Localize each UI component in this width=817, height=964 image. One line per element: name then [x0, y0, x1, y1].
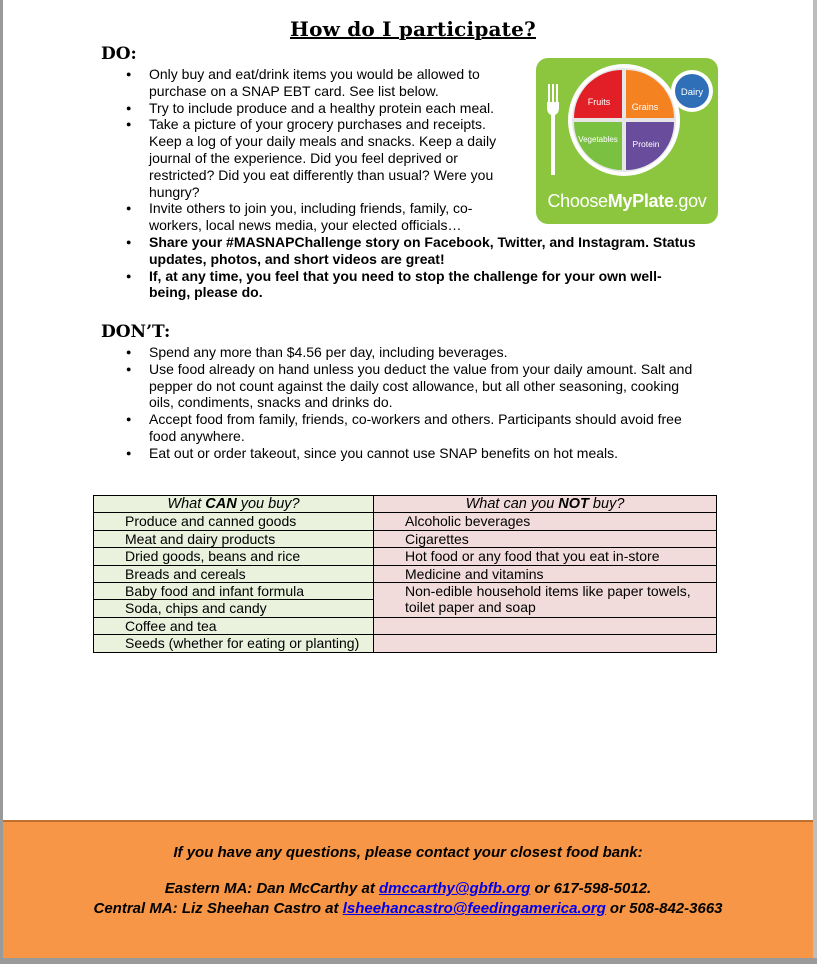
- fruits-section: [574, 70, 622, 118]
- not-cell: Cigarettes: [374, 530, 717, 547]
- list-item-text: journal of the experience. Did you feel deprived or: [149, 149, 458, 166]
- list-item: [103, 344, 743, 361]
- list-item-text: Spend any more than $4.56 per day, including beverages.: [149, 344, 508, 360]
- not-cell: [374, 617, 717, 634]
- central-contact: Central MA: Liz Sheehan Castro at lsheehancastro@feedingamerica.org or 508-842-3663: [93, 900, 723, 917]
- table-row: [94, 617, 717, 634]
- page-edge: [813, 0, 817, 964]
- bullet-icon: ●: [126, 236, 132, 247]
- not-cell: Hot food or any food that you eat in-store: [374, 548, 717, 565]
- list-item-text: being, please do.: [149, 284, 263, 301]
- table-row: [94, 565, 717, 582]
- do-heading: DO:: [101, 44, 137, 64]
- myplate-caption: ChooseMyPlate.gov: [547, 191, 707, 211]
- list-item-text: pepper do not count against the daily cost allowance, but all other seasoning, cooking: [149, 377, 680, 394]
- list-item-text: food anywhere.: [149, 427, 245, 444]
- can-cell: Breads and cereals: [94, 565, 374, 582]
- list-item: [103, 361, 743, 411]
- can-cell: Seeds (whether for eating or planting): [94, 635, 374, 652]
- can-header: What CAN you buy?: [94, 496, 374, 513]
- list-item-text: If, at any time, you feel that you need to stop the challenge for your own well-: [149, 267, 662, 284]
- can-cell: Dried goods, beans and rice: [94, 548, 374, 565]
- list-item-text: Accept food from family, friends, co-workers and others. Participants should avoid free: [149, 411, 682, 428]
- eastern-contact: Eastern MA: Dan McCarthy at dmccarthy@gbfb.org or 617-598-5012.: [164, 880, 652, 897]
- not-cell: Medicine and vitamins: [374, 565, 717, 582]
- food-table: [93, 495, 717, 653]
- table-row: [94, 513, 717, 530]
- list-item-text: Invite others to join you, including friends, family, co-: [149, 200, 473, 217]
- vegetables-section: [574, 122, 622, 170]
- footer-question: If you have any questions, please contact your closest food bank:: [173, 844, 643, 861]
- list-item-text: Take a picture of your grocery purchases and receipts.: [149, 116, 486, 133]
- list-item: [103, 445, 743, 462]
- protein-label: Protein: [632, 139, 660, 149]
- bullet-icon: ●: [126, 414, 132, 425]
- bullet-icon: ●: [126, 119, 132, 130]
- dont-heading: DON’T:: [101, 322, 171, 342]
- eastern-email-link[interactable]: dmccarthy@gbfb.org: [378, 880, 531, 897]
- bullet-icon: ●: [126, 270, 132, 281]
- not-header: What can you NOT buy?: [374, 496, 717, 513]
- bullet-icon: ●: [126, 447, 132, 458]
- can-cell: Coffee and tea: [94, 617, 374, 634]
- table-row: [94, 530, 717, 547]
- list-item-text: Keep a log of your daily meals and snacks. Keep a daily: [149, 133, 497, 150]
- table-row: [94, 548, 717, 565]
- list-item-text: purchase on a SNAP EBT card. See list below.: [149, 82, 439, 99]
- can-cell: Produce and canned goods: [94, 513, 374, 530]
- bullet-icon: ●: [126, 347, 132, 357]
- list-item-text: Only buy and eat/drink items you would be allowed to: [149, 66, 480, 82]
- fork-icon: [547, 84, 559, 175]
- fruits-label: Fruits: [587, 97, 611, 107]
- list-item-text: hungry?: [149, 183, 200, 200]
- list-item-text: Eat out or order takeout, since you cannot use SNAP benefits on hot meals.: [149, 444, 619, 461]
- table-row: [94, 582, 717, 599]
- list-item: [103, 234, 743, 268]
- not-cell: Non-edible household items like paper towels, toilet paper and soap: [374, 582, 717, 617]
- can-cell: Baby food and infant formula: [94, 582, 374, 599]
- table-row: [94, 635, 717, 652]
- bullet-icon: ●: [126, 69, 132, 79]
- vegetables-label: Vegetables: [578, 135, 618, 144]
- list-item: [103, 411, 743, 445]
- list-item-text: restricted? Did you eat differently than usual? Were you: [149, 166, 494, 183]
- list-item-text: workers, local news media, your elected officials…: [149, 217, 462, 234]
- bullet-icon: ●: [126, 363, 132, 374]
- dont-list: [103, 344, 743, 462]
- myplate-logo: [536, 58, 718, 224]
- contact-footer: [3, 820, 813, 960]
- list-item-text: Try to include produce and a healthy protein each meal.: [149, 99, 495, 116]
- page-title: How do I participate?: [290, 17, 536, 41]
- grains-label: Grains: [631, 102, 659, 112]
- not-cell: Alcoholic beverages: [374, 513, 717, 530]
- bullet-icon: ●: [126, 102, 132, 113]
- not-cell: [374, 635, 717, 652]
- page-bottom-edge: [0, 958, 817, 964]
- table-header-row: [94, 496, 717, 513]
- central-email-link[interactable]: lsheehancastro@feedingamerica.org: [342, 900, 606, 917]
- list-item-text: updates, photos, and short videos are great!: [149, 250, 445, 267]
- can-cell: Meat and dairy products: [94, 530, 374, 547]
- bullet-icon: ●: [126, 203, 132, 214]
- can-cell: Soda, chips and candy: [94, 600, 374, 617]
- list-item-text: Share your #MASNAPChallenge story on Facebook, Twitter, and Instagram. Status: [149, 233, 696, 250]
- list-item-text: oils, condiments, snacks and drinks do.: [149, 394, 393, 411]
- list-item-text: Use food already on hand unless you deduct the value from your daily amount. Salt and: [149, 360, 693, 377]
- list-item: [103, 268, 743, 302]
- dairy-label: Dairy: [680, 87, 704, 98]
